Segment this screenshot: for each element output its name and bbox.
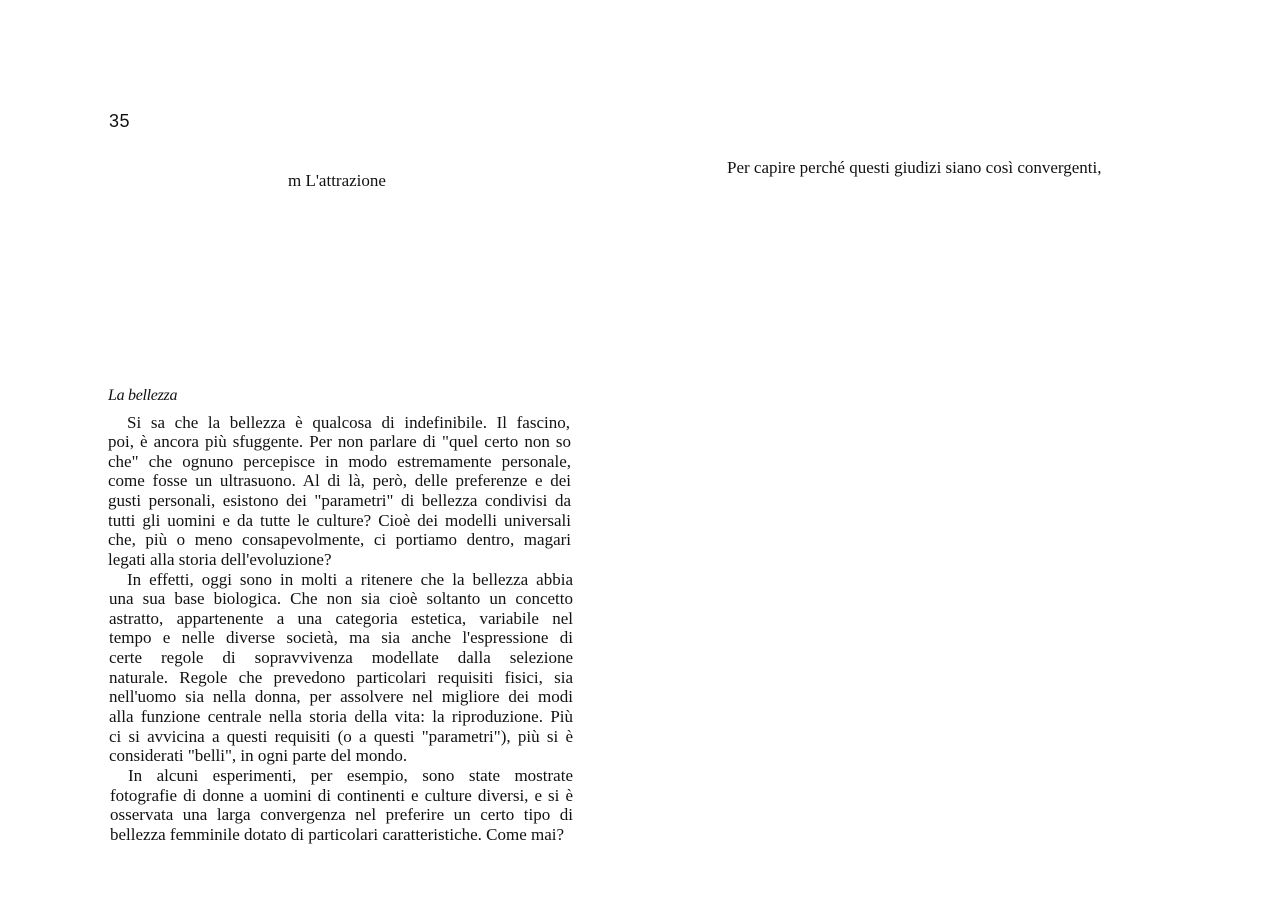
page-number: 35 — [109, 111, 131, 131]
text-line: bellezza femminile dotato di particolari caratteristiche. Come mai? — [110, 825, 565, 844]
text-line: alla funzione centrale nella storia della vita: la riproduzione. Più — [109, 707, 573, 726]
text-line: che" che ognuno percepisce in modo estremamente personale, — [108, 452, 571, 471]
text-line: che, più o meno consapevolmente, ci portiamo dentro, magari — [108, 530, 571, 549]
text-line: legati alla storia dell'evoluzione? — [108, 550, 332, 569]
text-line: considerati "belli", in ogni parte del mondo. — [109, 746, 408, 765]
text-line: Si sa che la bellezza è qualcosa di indefinibile. Il fascino, — [127, 413, 570, 432]
right-column-text: Per capire perché questi giudizi siano così convergenti, — [727, 158, 1102, 177]
text-line: gusti personali, esistono dei "parametri" di bellezza condivisi da — [108, 491, 571, 510]
text-line: In effetti, oggi sono in molti a ritenere che la bellezza abbia — [127, 570, 573, 589]
running-head: m L'attrazione — [288, 171, 386, 190]
text-line: tempo e nelle diverse società, ma sia anche l'espressione di — [109, 628, 573, 647]
text-line: nell'uomo sia nella donna, per assolvere nel migliore dei modi — [109, 687, 573, 706]
section-title: La bellezza — [108, 387, 178, 404]
text-line: tutti gli uomini e da tutte le culture? Cioè dei modelli universali — [108, 511, 571, 530]
text-line: certe regole di sopravvivenza modellate dalla selezione — [109, 648, 573, 667]
text-line: fotografie di donne a uomini di continenti e culture diversi, e si è — [110, 786, 573, 805]
text-line: In alcuni esperimenti, per esempio, sono state mostrate — [128, 766, 573, 785]
text-line: come fosse un ultrasuono. Al di là, però, delle preferenze e dei — [108, 471, 571, 490]
text-line: osservata una larga convergenza nel preferire un certo tipo di — [110, 805, 573, 824]
text-line: una sua base biologica. Che non sia cioè soltanto un concetto — [109, 589, 573, 608]
text-line: poi, è ancora più sfuggente. Per non parlare di "quel certo non so — [108, 432, 571, 451]
text-line: ci si avvicina a questi requisiti (o a questi "parametri"), più si è — [109, 727, 573, 746]
text-line: astratto, appartenente a una categoria estetica, variabile nel — [109, 609, 573, 628]
text-line: naturale. Regole che prevedono particolari requisiti fisici, sia — [109, 668, 573, 687]
